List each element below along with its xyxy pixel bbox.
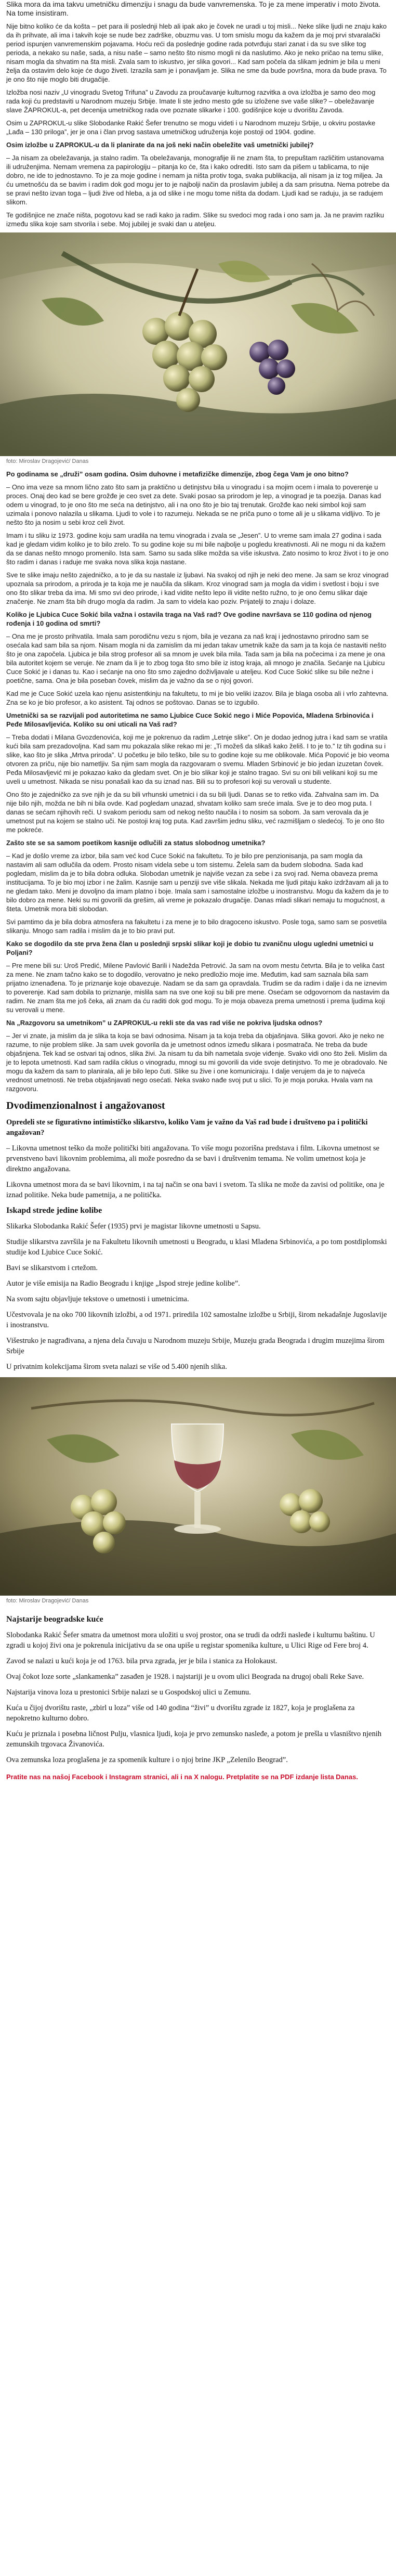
interview-answer: Kad me je Cuce Sokić uzela kao njenu asistentkinju na fakultetu, to mi je bio veliki izazov. Bila je blaga osoba ali i vrlo zahtevna. Zna se ko je bio profesor, a ko asistent. Taj odnos se poštovao. Danas se to izgubilo. <box>6 690 389 706</box>
social-follow-note[interactable]: Pratite nas na našoj Facebook i Instagram stranici, ali i na X nalogu. Pretplatite se na PDF izdanje lista Danas. <box>6 1773 358 1781</box>
bio-paragraph: Autor je više emisija na Radio Beogradu i knjige „Ispod streje jedine kolibe”. <box>6 1279 240 1288</box>
article-body-serif-2 <box>0 1614 396 1765</box>
bio-paragraph: Studije slikarstva završila je na Fakultetu likovnih umetnosti u Beogradu, u klasi Mladena Srbinovića, a po tom postdiplomski studije kod Ljubice Cuce Sokić. <box>6 1238 387 1257</box>
interview-question: Opredeli ste se figurativno intimističko slikarstvo, koliko Vam je važno da Vaš rad bude i društveno pa i politički angažovan? <box>6 1118 368 1137</box>
grapes-painting-photo <box>0 232 396 456</box>
bio-paragraph: Bavi se slikarstvom i crtežom. <box>6 1264 98 1272</box>
photo-caption: foto: Miroslav Dragojević/ Danas <box>6 458 89 464</box>
box-paragraph: Najstarija vinova loza u prestonici Srbije nalazi se u Gospodskoj ulici u Zemunu. <box>6 1688 251 1697</box>
interview-answer: – Pre mene bili su: Uroš Predić, Milene Pavlović Barili i Nadežda Petrović. Ja sam na ovom mestu četvrta. Bila je to velika čast za mene. Ne znam tačno kako se to dogodilo, verovatno je neko predložio moje ime. Međutim, kad sam saznala bila sam prijatno iznenađena. To je priznanje koje obavezuje. Nadam se da sam ga opravdala. Trudim se da radim i dalje i da ne iznevim to poverenje. Kad sam dobila to priznanje, mislila sam na sve one koji su bili pre mene. Osećam se odgovornom da nastavim da radim. Ne znam šta me još čeka, ali znam da ću raditi dok god mogu. To je moja obaveza prema umetnosti i prema ljudima koji su verovali u mene. <box>6 962 390 1014</box>
interview-question: Po godinama se „druži” osam godina. Osim duhovne i metafizičke dimenzije, zbog čega Vam je ono bitno? <box>6 470 349 478</box>
interview-answer: Te godišnjice ne znače ništa, pogotovu kad se radi kako ja radim. Slike su svedoci mog rada i ono sam ja. Ja ne pravim razliku između slika koje sam stvorila i sebe. Moj jubilej je svaki dan u ateljeu. <box>6 211 384 228</box>
bio-paragraph: Na svom sajtu objavljuje tekstove o umetnosti i umetnicima. <box>6 1295 189 1303</box>
article-photo-figure-2 <box>0 1377 396 1609</box>
interview-answer: – Ja nisam za obeležavanja, ja stalno radim. Ta obeležavanja, monografije ili ne znam šta, to prepuštam različitim ustanovama ili udruženjima. Nemam vremena za papirologiju – pitanja ko će, šta i kako odrediti. Isto sam da pišem u tablicama, to nije dobro, ne ide to jednostavno. To je za moje godine i nemam ja ništa protiv toga, svaka publikacija, ali nisam ja iz tog miljea. Ja ću umetnošću da se bavim i radim dok god mogu jer to je najbolji način da proslavim jubilej a da sam prisutna. Nema potrebe da se pravi nešto izvan toga – ljudi žive od hleba, a ja od slike i ne mogu tome ništa da dodam. Ljudi kad se raduju, ja se radujem slikom. <box>6 154 390 206</box>
painting-image-2 <box>0 1377 396 1596</box>
interview-answer: Sve te slike imaju nešto zajedničko, a to je da su nastale iz ljubavi. Na svakoj od njih je neki deo mene. Ja sam se kroz vinograd upoznala sa prirodom, a priroda je ta koja me je naučila da slikam. Kroz vinograd sam ja mogla da vidim i svetlost i boju i sve ono što slikar treba da ima. Mi smo svi deo prirode, i kad vidite nešto lepo ili vidite nešto ružno, to je ono čemu slikar daje značenje. Ne znam šta bih drugo mogla da radim. Ja sam to videla kao poziv. Prijatelji to znaju i dolaze. <box>6 571 389 605</box>
interview-question: Na „Razgovoru sa umetnikom” u ZAPROKUL-u rekli ste da vas rad više ne pokriva ljudska odnos? <box>6 1019 323 1027</box>
bio-paragraph: U privatnim kolekcijama širom sveta nalazi se više od 5.400 njenih slika. <box>6 1363 227 1371</box>
interview-question: Koliko je Ljubica Cucе Sokić bila važna i ostavila traga na Vaš rad? Ove godine navršava se 110 godina od njenog rođenja i 10 godina od smrti? <box>6 611 372 627</box>
interview-question: Kako se dogodilo da ste prva žena član u poslednji srpski slikar koji je dobio tu zvaničnu ulogu ugledni umetnici u Poljani? <box>6 940 374 956</box>
box-paragraph: Kuća u čijoj dvorištu raste, „zbirl u loza” više od 140 godina “živi” u dvorištu zgrade iz 1827, koja je proglašena za nepokretno kulturno dobro. <box>6 1704 355 1723</box>
box-paragraph: Ovaj čokot loze sorte „slankamenka” zasađen je 1928. i najstariji je u ovom ulici Beograda na drugoj obali Reke Save. <box>6 1673 364 1681</box>
interview-answer: – Treba dodati i Milana Gvozdenovića, koji me je pokrenuo da radim „Letnje slike”. On je dodao jednog jutra i kad sam se vratila kući bila sam prezadovoljna. Kad sam mu pokazala slike rekao mi je: „Ti možeš da slikaš kako želiš. I to je to.” Iz tih godina su i slike, kao što je slika „Mrtva priroda”. U početku je bilo teško, bile su to godine koje su me oblikovale. Mića Popović je bio veoma otvoren za priču, nije bio nametljiv. Sa njim sam mogla da razgovaram o svemu. Mladen Srbinović je bio jedan izuzetan čovek. Peđa Milosavljević mi je pokazao kako da gledam svet. On je bio slikar koji je stalno tragao. Svi su oni bili velikani koji su me uveli u umetnost. Nikada se nisu ponašali kao da su iznad nas. Bili su to profesori koji su verovali u studente. <box>6 733 390 785</box>
intro-paragraph: Izložba nosi naziv „U vinogradu Svetog Trifuna” u Zavodu za proučavanje kulturnog razvitka a ova izložba je samo deo mog rada koji ću predstaviti u Narodnom muzeju Srbije. Imate li ste jedno mesto gde su izložene sve vaše slike? – obeležavanje slave ŽAPROKUL-a, pet decenija umetničkog rada ove poznate slikarke i 100. godišnjice koje u dvorištu Zavoda. <box>6 88 376 114</box>
article-body-serif <box>0 1101 396 1372</box>
intro-paragraph: Nije bitno koliko će da košta – pet para ili poslednji hleb ali ipak ako je čovek ne uradi u toj misli... Neke slike ljudi ne znaju kako da ih prihvate, ali ima i takvih koje se nude bez zadrške, obuzmu vas. U tom smislu mogu da kažem da je moj prvi stvaralački period ispunjen vanvremenskim pojavama. Hoću reći da poslednje godine rada potvrđuju stari zanat i da su sve slike tog perioda, a nekako su naše, sada, a nisu naše – samo nešto što nismo mogli ni da naslutimo. Ako je neko pričao na temu slike, nisam mogla da shvatim na šta misli. Zvala sam to iskustvo, jer slika govori... Kad sam počela da slikam jednim je bila u meni želja da ostavim delo koje će dugo živeti. Izrazila sam je i ponavljam je. Slika ne sme da bude površna, mora da bude prava. To je ono što nije moglo biti drugačije. <box>6 22 387 83</box>
intro-paragraph: Osim u ZAPROKUL-u slike Slobodanke Rakić Šefer trenutno se mogu videti i u Narodnom muzeju Srbije, u okviru postavke „Lađa – 130 priloga”, jer je ona i član prvog sastava umetničkog udruženja koje postoji od 1904. godine. <box>6 119 376 136</box>
bio-paragraph: Slikarka Slobodanka Rakić Šefer (1935) prvi je magistar likovne umetnosti u Sapsu. <box>6 1222 261 1231</box>
interview-question: Zašto ste se sa samom poetikom kasnije odlučili za status slobodnog umetnika? <box>6 839 266 847</box>
box-paragraph: Ova zemunska loza proglašena je za spomenik kulture i o njoj brine JKP „Zelenilo Beograd”. <box>6 1756 288 1764</box>
wine-painting-photo <box>0 1377 396 1596</box>
box-heading: Iskapd strede jedine kolibe <box>6 1206 102 1215</box>
box-paragraph: Slobodanka Rakić Šefer smatra da umetnost mora uložiti u svoj prostor, ona se trudi da održi nasleđe i kulturnu baštinu. U zgradi u kojoj živi ona je pokrenula inicijativu da se ona upiše u registar spomenika kulture, u Ulici Rige od Fere broj 4. <box>6 1631 375 1650</box>
interview-answer: – Ona me je prosto prihvatila. Imala sam porodičnu vezu s njom, bila je vezana za naš kraj i jednostavno prirodno sam se osećala kad sam bila sa njom. Nisam mogla ni da zamislim da mi jedan takav umetnik kaže da sam ja ta koja će nastaviti nešto što je ona započela. Ljubica je bila strog profesor ali sa mnom je uvek bila mila. Tada sam ja bila na počecima i za mene je ona bila autoritet kojem se veruje. Ne znam da li je to zbog toga što smo bile iz istog kraja, ali mnogo je značila. Sećanje na Ljubicu Cuce Sokić je i danas tu. Kao i sećanje na ono što smo zajedno doživljavale u ateljeu. Kod Cuce Sokić slike su bile nežne i poetične, sama. Ona je bila poseban čovek, mislim da je važno da se o njoj govori. <box>6 632 387 684</box>
box-paragraph: Kuću je priznala i posebna ličnost Pulju, vlasnica ljudi, koja je prvo zemunsko nasleđe, a potom je prešla u vlasništvo njenih zemunskih trgovaca Živanovića. <box>6 1730 382 1749</box>
interview-answer: – Likovna umetnost teško da može politički biti angažovana. To više mogu pozorišna predstava i film. Likovna umetnost se prvenstveno bavi likovnim problemima, ali može posredno da se bavi i društvenim temama. Ne volim umetnost koja je direktno angažovana. <box>6 1144 379 1173</box>
interview-answer: Ono što je zajedničko za sve njih je da su bili vrhunski umetnici i da su bili ljudi. Danas se to retko viđa. Zahvalna sam im. Da nije bilo njih, možda ne bih ni bila ovde. Kad pogledam unazad, shvatam koliko sam sreće imala. Sve je to deo mog puta. I danas se sećam njihovih reči. U svakom periodu sam od nekog nešto naučila i to nosim sa sobom. Ja sam verovala da je umetnost put na kojem se stalno uči. Ne postoji kraj tog puta. Kad završim jednu sliku, već razmišljam o sledećoj. To je ono što me pokreće. <box>6 791 385 834</box>
section-heading: Dvodimenzionalnost i angažovanost <box>6 1100 165 1111</box>
article-body-sans <box>0 0 396 228</box>
interview-answer: Likovna umetnost mora da se bavi likovnim, i na taj način se ona bavi i svetom. Ta slika ne može da zavisi od politike, ona je iznad politike. Neka bude pametnija, a ne politička. <box>6 1181 385 1199</box>
bio-paragraph: Višestruko je nagrađivana, a njena dela čuvaju u Narodnom muzeju Srbije, Muzeju grada Beograda i drugim muzejima širom Srbije <box>6 1337 385 1355</box>
box-heading: Najstarije beogradske kuće <box>6 1615 103 1624</box>
bio-paragraph: Učestvovala je na oko 700 likovnih izložbi, a od 1971. priredila 102 samostalne izložbe u Srbiji, širom nekadašnje Jugoslavije i inostranstvu. <box>6 1311 387 1329</box>
interview-answer: – Jer vi znate, ja mislim da je slika ta koja se bavi odnosima. Nisam ja ta koja treba da objašnjava. Slika govori. Ako je neko ne razume, to nije problem slike. Ja sam uvek govorila da je umetnost odnos između slikara i posmatrača. Ne treba da bude objašnjena. Tek kad se ostvari taj odnos, slika živi. Ja nisam tu da bih nametala svoje viđenje. Svako vidi ono što želi. Mislim da je to lepota umetnosti. Kad sam radila ciklus o vinogradu, mnogi su mi govorili da vide svoje detinjstvo. To me je obradovalo. Ne mogu da kažem da sam to planirala, ali je bilo lepo čuti. Slike su žive i one komuniciraju. I dalje verujem da je to najveća vrednost umetnosti. Ne treba objašnjavati nego osećati. Neka svako nađe svoj put u slici. To je moja poruka. Hvala vam na razgovoru. <box>6 1032 388 1093</box>
interview-question: Osim izložbe u ZAPROKUL-u da li planirate da na još neki način obeležite vaš umetnički jubilej? <box>6 141 314 149</box>
photo-caption: foto: Miroslav Dragojević/ Danas <box>6 1598 89 1604</box>
article-photo-figure <box>0 232 396 470</box>
painting-image <box>0 232 396 456</box>
interview-question: Umetnički sa se razvijali pod autoritetima ne samo Ljubice Cuce Sokić nego i Miće Popovića, Mladena Srbinovića i Peđe Milosavljevića. Koliko su oni uticali na Vaš rad? <box>6 711 374 728</box>
interview-answer: – Ono ima veze sa mnom lično zato što sam ja praktično u detinjstvu bila u vinogradu i sa mojim ocem i imala to poverenje u proces. Onaj deo kad se bere grožđe je ceo svet za dete. Svaki posao sa prirodom je lep, a vinograd je ta poezija. Danas kad odem u vinograd, to je ono što me seća na detinjstvo, ali i na ono što je bio taj trenutak. Grožđe kao neki simbol koji sam uzimala i ponovo nalazila u slikama. Ljudi to vole i to razumeju. Nekada se ne priča puno o tome ali je u slikama vidljivo. To je nešto što ja nosim u sebi kroz celi život. <box>6 483 381 526</box>
interview-answer: Imam i tu sliku iz 1973. godine koju sam uradila na temu vinograda i zvala se „Jesen”. U to vreme sam imala 27 godina i sada kad je gledam vidim koliko je to bilo zrelo. To su godine koje su mi bile najbolje u pogledu kreativnosti. Ali ne mogu ni da kažem da se danas nešto mnogo promenilo. Ista sam. Samo su sada slike možda sa više iskustva. Zato nosimo to kroz život i to je ono što radim i danas i raduje me svaka nova slika koja nastane. <box>6 532 389 566</box>
interview-answer: Svi pamtimo da je bila dobra atmosfera na fakultetu i za mene je to bilo dragoceno iskustvo. Posle toga, samo sam se posvetila slikanju. Mnogo sam radila i mislim da je to bio pravi put. <box>6 918 387 935</box>
interview-answer: – Kad je došlo vreme za izbor, bila sam već kod Cuce Sokić na fakultetu. To je bilo pre penzionisanja, pa sam mogla da nastavim ali sam odlučila da odem. Prosto nisam videla sebe u tom sistemu. Želela sam da budem slobodna. Sada kad pogledam, mislim da je to bila dobra odluka. Slobodan umetnik je najviše vezan za sebe i za svoj rad. Nema obaveza prema institucijama. To je bio moj izbor i ne žalim. Kasnije sam u penziji sve više slikala. Nekada me ljudi pitaju kako izdržavam ali ja to ne gledam tako. Meni je dovoljno da imam platno i boje. Imala sam i samostalne izložbe u inostranstvu. Mogu da kažem da je to bilo dobro za mene. Neki su mi govorili da grešim, ali vreme je pokazalo drugačije. Danas mladi slikari nemaju tu mogućnost, a šteta. Umetnik mora biti slobodan. <box>6 852 389 913</box>
box-paragraph: Zavod se nalazi u kući koja je od 1763. bila prva zgrada, jer je bila i stanica za Holokaust. <box>6 1657 278 1665</box>
intro-paragraph: Slika mora da ima takvu umetničku dimenziju i snagu da bude vanvremenska. To je za mene imperativ i moto života. Na tome insistiram. <box>6 0 381 17</box>
article-body-sans-2 <box>0 470 396 1093</box>
